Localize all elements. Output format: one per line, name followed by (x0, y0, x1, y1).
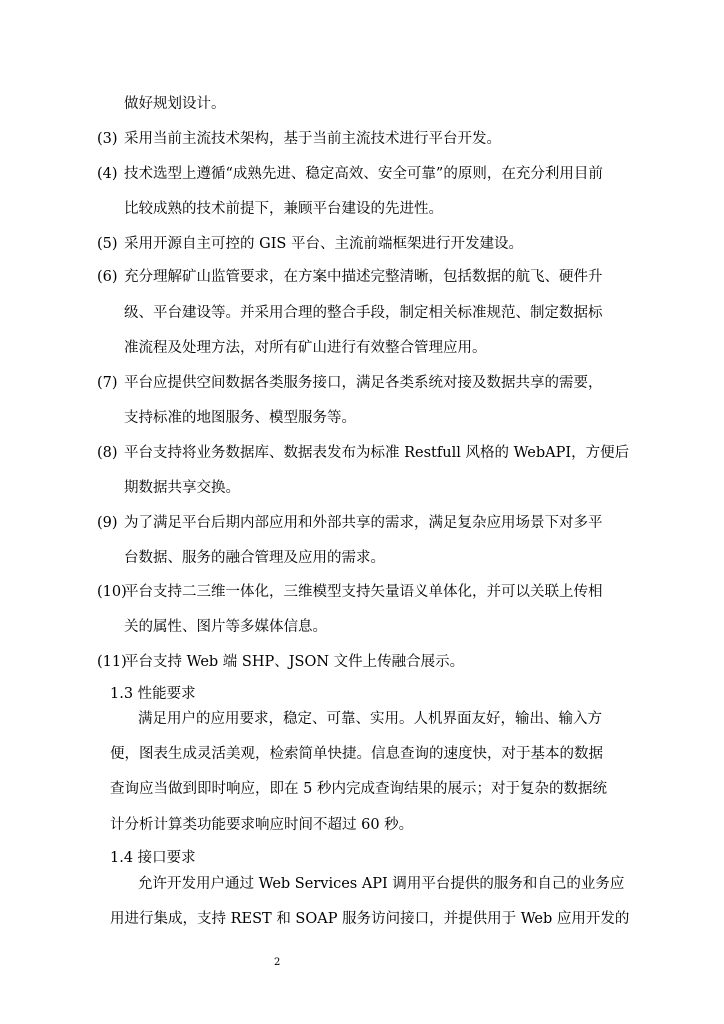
item-number: (7) (97, 375, 118, 391)
item-number: (6) (97, 269, 118, 285)
item-line: 技术选型上遵循“成熟先进、稳定高效、安全可靠”的原则，在充分利用目前 (124, 166, 603, 182)
item-line: 期数据共享交换。 (124, 480, 240, 496)
item-number: (11) (97, 654, 127, 670)
item-line: 平台应提供空间数据各类服务接口，满足各类系统对接及数据共享的需要， (124, 375, 603, 391)
section-heading: 1.4 接口要求 (110, 850, 196, 866)
item-line: 支持标准的地图服务、模型服务等。 (124, 410, 356, 426)
item-number: (10) (97, 584, 127, 600)
item-number: (9) (97, 515, 118, 531)
item-line: 关的属性、图片等多媒体信息。 (124, 619, 327, 635)
paragraph-line: 允许开发用户通过 Web Services API 调用平台提供的服务和自己的业务应 (138, 876, 625, 892)
item-number: (3) (97, 131, 118, 147)
item-line: 平台支持 Web 端 SHP、JSON 文件上传融合展示。 (124, 654, 465, 670)
item-line: 采用开源自主可控的 GIS 平台、主流前端框架进行开发建设。 (124, 236, 523, 252)
item-number: (5) (97, 236, 118, 252)
paragraph-line: 便，图表生成灵活美观，检索简单快捷。信息查询的速度快，对于基本的数据 (110, 746, 603, 762)
paragraph-line: 计分析计算类功能要求响应时间不超过 60 秒。 (110, 817, 414, 833)
item-line: 台数据、服务的融合管理及应用的需求。 (124, 550, 385, 566)
item-line: 充分理解矿山监管要求，在方案中描述完整清晰，包括数据的航飞、硬件升 (124, 269, 603, 285)
item-line: 采用当前主流技术架构，基于当前主流技术进行平台开发。 (124, 131, 501, 147)
item-number: (8) (97, 445, 118, 461)
item-number: (4) (97, 166, 118, 182)
item-line: 做好规划设计。 (124, 96, 226, 112)
page-number: 2 (274, 957, 281, 968)
item-line: 比较成熟的技术前提下，兼顾平台建设的先进性。 (124, 201, 443, 217)
item-line: 为了满足平台后期内部应用和外部共享的需求，满足复杂应用场景下对多平 (124, 515, 603, 531)
item-line: 级、平台建设等。并采用合理的整合手段，制定相关标准规范、制定数据标 (124, 305, 603, 321)
paragraph-line: 满足用户的应用要求，稳定、可靠、实用。人机界面友好，输出、输入方 (138, 711, 602, 727)
paragraph-line: 用进行集成，支持 REST 和 SOAP 服务访问接口，并提供用于 Web 应用开发的 (110, 911, 630, 927)
item-line: 平台支持将业务数据库、数据表发布为标准 Restfull 风格的 WebAPI，方便后 (124, 445, 630, 461)
item-line: 平台支持二三维一体化，三维模型支持矢量语义单体化，并可以关联上传相 (124, 584, 603, 600)
item-line: 准流程及处理方法，对所有矿山进行有效整合管理应用。 (124, 340, 487, 356)
paragraph-line: 查询应当做到即时响应，即在 5 秒内完成查询结果的展示；对于复杂的数据统 (110, 781, 607, 797)
section-heading: 1.3 性能要求 (110, 686, 196, 702)
